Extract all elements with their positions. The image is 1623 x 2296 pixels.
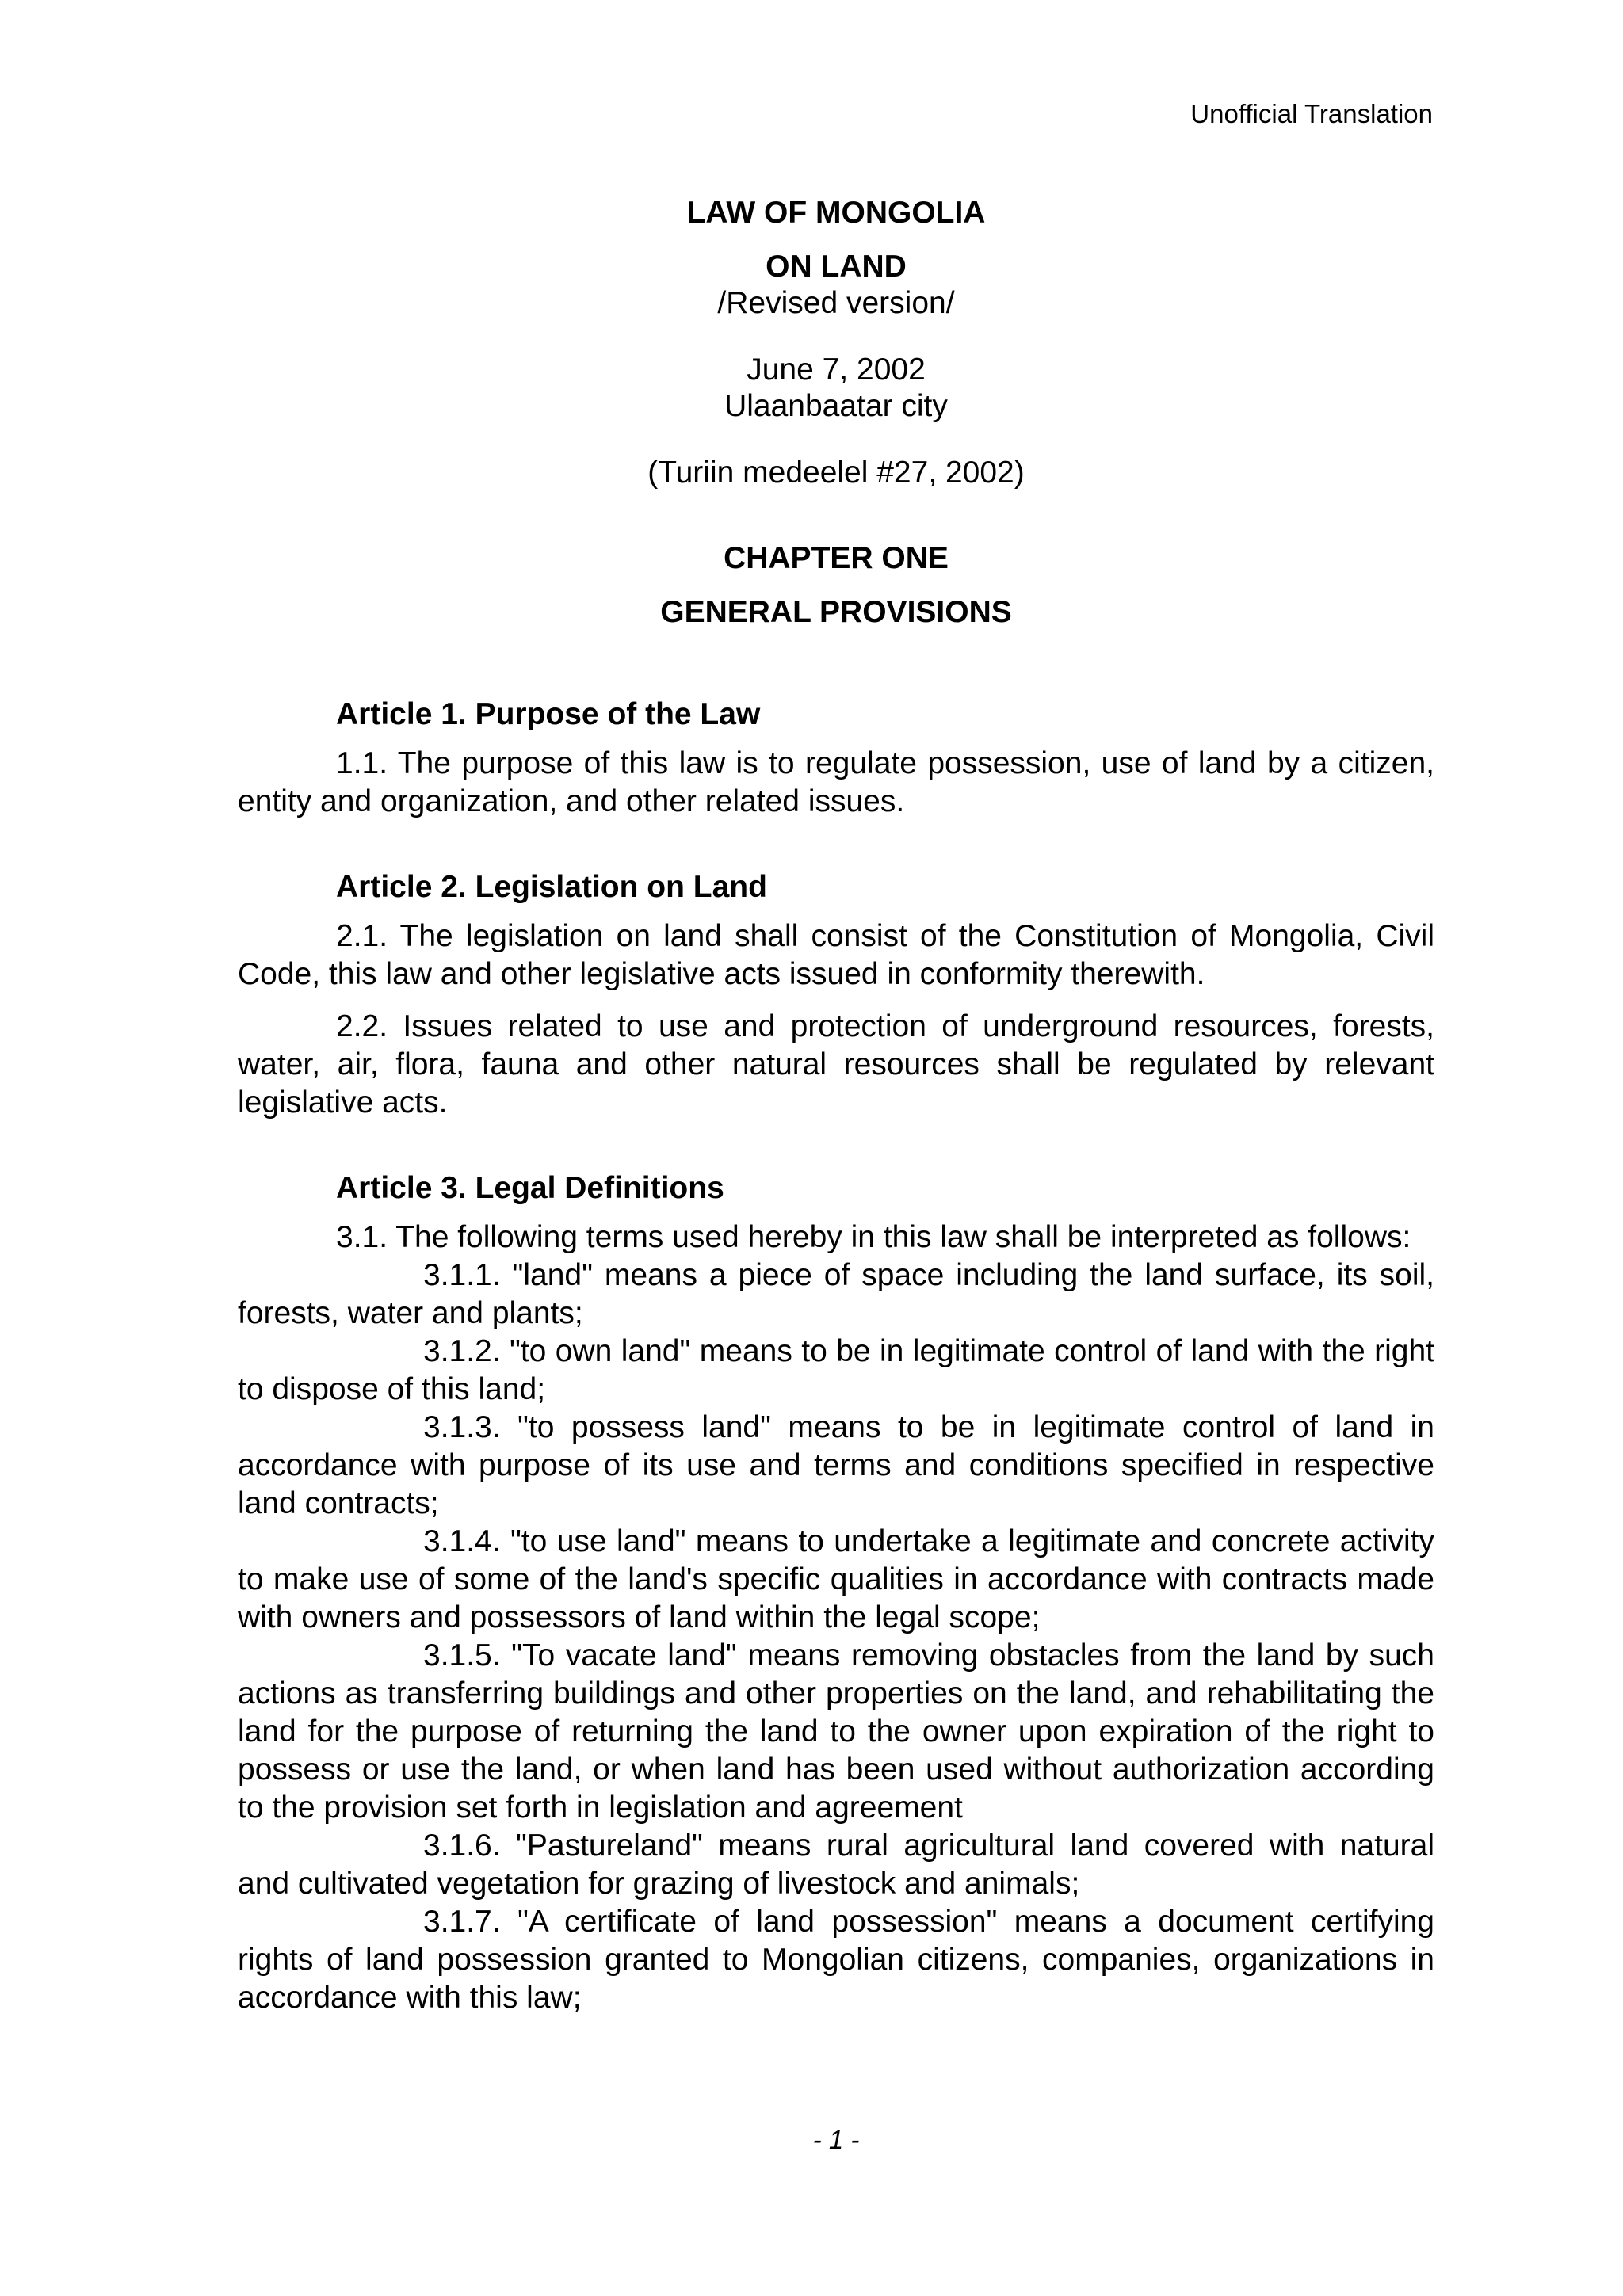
article-1-heading: Article 1. Purpose of the Law xyxy=(336,697,761,731)
revised-version-label: /Revised version/ xyxy=(717,286,955,320)
definition-3-1-4: 3.1.4. "to use land" means to undertake a legitimate and concrete activity to make use of some of the land's specific qualities in accordance with contracts made with owners and possessors of land within the legal scope; xyxy=(238,1524,1434,1634)
definition-3-1-7: 3.1.7. "A certificate of land possession" means a document certifying rights of land possession granted to Mongolian citizens, companies, organizations in accordance with this law; xyxy=(238,1905,1434,2015)
definition-3-1-3: 3.1.3. "to possess land" means to be in legitimate control of land in accordance with purpose of its use and terms and conditions specified in respective land contracts; xyxy=(238,1410,1434,1520)
document-body xyxy=(238,696,1434,2017)
article-3-intro: 3.1. The following terms used hereby in this law shall be interpreted as follows: xyxy=(336,1220,1411,1254)
title-block xyxy=(238,195,1434,631)
article-2-paragraph-1: 2.1. The legislation on land shall consist of the Constitution of Mongolia, Civil Code, this law and other legislative acts issued in conformity therewith. xyxy=(238,919,1434,991)
article-2-paragraph-2: 2.2. Issues related to use and protection of underground resources, forests, water, air, flora, fauna and other natural resources shall be regulated by relevant legislative acts. xyxy=(238,1009,1434,1119)
definition-3-1-1: 3.1.1. "land" means a piece of space including the land surface, its soil, forests, water and plants; xyxy=(238,1258,1434,1330)
article-2-heading: Article 2. Legislation on Land xyxy=(336,870,767,904)
article-3-heading: Article 3. Legal Definitions xyxy=(336,1171,724,1205)
page-number: - 1 - xyxy=(812,2125,860,2154)
definition-3-1-2: 3.1.2. "to own land" means to be in legitimate control of land with the right to dispose of this land; xyxy=(238,1334,1434,1406)
article-1-paragraph-1: 1.1. The purpose of this law is to regulate possession, use of land by a citizen, entity and organization, and other related issues. xyxy=(238,746,1434,818)
law-place: Ulaanbaatar city xyxy=(724,389,948,423)
unofficial-translation-note: Unofficial Translation xyxy=(1190,99,1433,128)
definition-3-1-5: 3.1.5. "To vacate land" means removing obstacles from the land by such actions as transferring buildings and other properties on the land, and rehabilitating the land for the purpose of returning the land to the owner upon expiration of the right to possess or use the land, or when land has been used without authorization according to the provision set forth in legislation and agreement xyxy=(238,1638,1434,1825)
definition-3-1-6: 3.1.6. "Pastureland" means rural agricultural land covered with natural and cultivated vegetation for grazing of livestock and animals; xyxy=(238,1829,1434,1901)
chapter-title: GENERAL PROVISIONS xyxy=(660,595,1012,629)
law-title: LAW OF MONGOLIA xyxy=(686,196,986,230)
publication-reference: (Turiin medeelel #27, 2002) xyxy=(647,456,1025,490)
law-date: June 7, 2002 xyxy=(747,353,926,387)
law-subtitle: ON LAND xyxy=(766,250,907,284)
chapter-label: CHAPTER ONE xyxy=(724,541,949,575)
